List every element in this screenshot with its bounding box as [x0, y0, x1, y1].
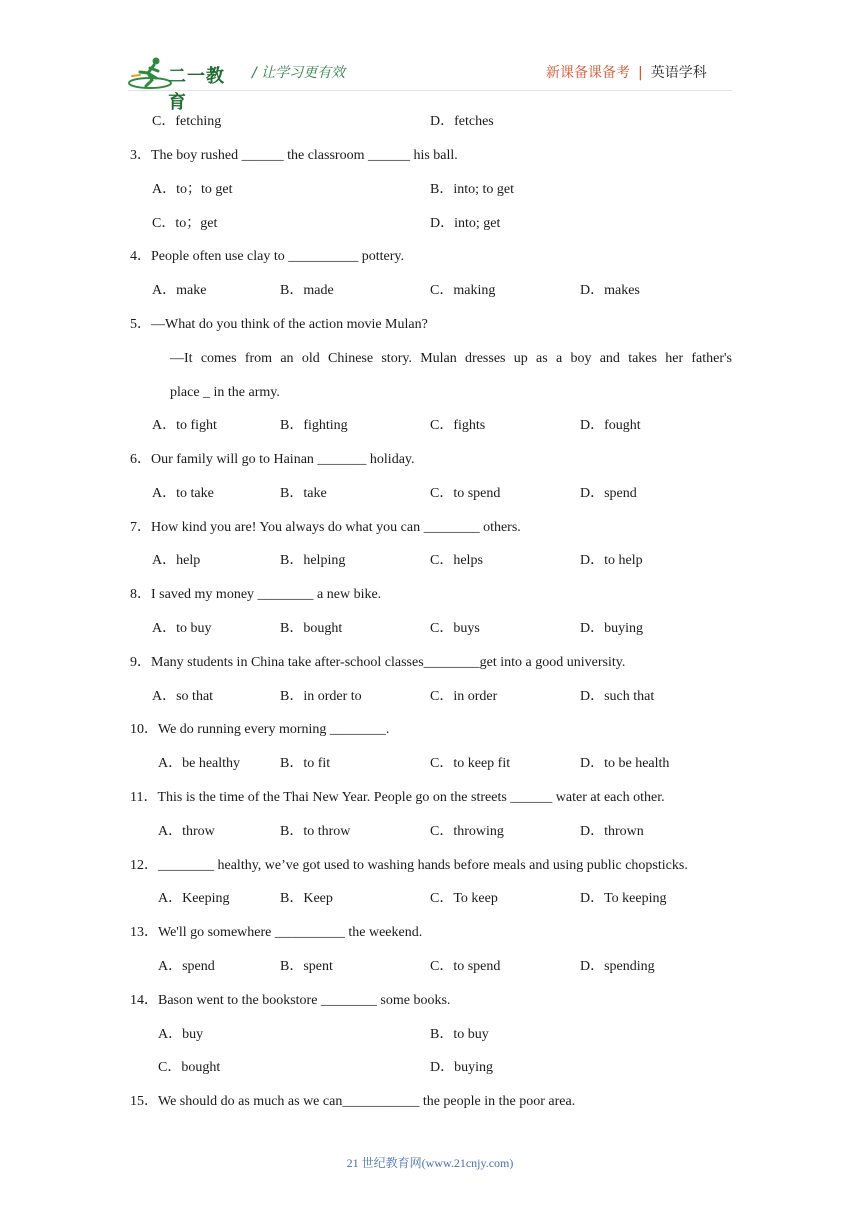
page-header — [0, 0, 860, 113]
option-b: B．Keep — [280, 891, 333, 906]
option-a: A．to fight — [152, 418, 217, 433]
option-a: A．spend — [158, 959, 215, 974]
option-d: D．fetches — [430, 114, 494, 129]
question-4: 4．People often use clay to __________ pottery. — [130, 249, 404, 264]
option-a: A．to take — [152, 486, 214, 501]
option-b: B．spent — [280, 959, 333, 974]
option-d: D．such that — [580, 689, 655, 704]
option-b: B．take — [280, 486, 327, 501]
option-c: C．fights — [430, 418, 486, 433]
option-d: D．to help — [580, 553, 643, 568]
question-6: 6．Our family will go to Hainan _______ holiday. — [130, 452, 415, 467]
option-b: B．into; to get — [430, 182, 514, 197]
option-a: A．buy — [158, 1027, 204, 1042]
header-divider — [128, 90, 732, 91]
option-a: A．to；to get — [152, 182, 233, 197]
option-d: D．thrown — [580, 824, 644, 839]
header-subject — [546, 62, 707, 82]
question-15: 15．We should do as much as we can___________ the people in the poor area. — [130, 1094, 576, 1109]
option-b: B．to fit — [280, 756, 331, 771]
question-5: 5．―What do you think of the action movie Mulan? — [130, 317, 428, 332]
option-c: C．to；get — [152, 216, 218, 231]
option-d: D．fought — [580, 418, 641, 433]
option-d: D．into; get — [430, 216, 501, 231]
runner-logo-icon — [128, 56, 172, 90]
option-b: B．made — [280, 283, 334, 298]
option-a: A．help — [152, 553, 201, 568]
option-d: D．To keeping — [580, 891, 667, 906]
page-footer[interactable]: 21 世纪教育网(www.21cnjy.com) — [346, 1156, 514, 1170]
option-c: C．to spend — [430, 959, 501, 974]
option-d: D．makes — [580, 283, 640, 298]
question-11: 11．This is the time of the Thai New Year. People go on the streets ______ water at each other. — [130, 790, 665, 805]
question-10: 10．We do running every morning ________. — [130, 722, 390, 737]
question-14: 14．Bason went to the bookstore ________ some books. — [130, 993, 451, 1008]
option-a: A．to buy — [152, 621, 212, 636]
option-d: D．buying — [430, 1060, 493, 1075]
option-d: D．spending — [580, 959, 655, 974]
question-5-reply-cont: place _ in the army. — [170, 385, 280, 400]
option-c: C．bought — [158, 1060, 221, 1075]
option-c: C．in order — [430, 689, 498, 704]
question-5-reply: ―It comes from an old Chinese story. Mulan dresses up as a boy and takes her father's — [170, 351, 732, 366]
option-c: C．to spend — [430, 486, 501, 501]
option-b: B．to throw — [280, 824, 351, 839]
header-course-label: 新课备课备考 — [546, 65, 630, 81]
option-c: C．fetching — [152, 114, 222, 129]
option-b: B．helping — [280, 553, 346, 568]
option-a: A．be healthy — [158, 756, 241, 771]
question-8: 8．I saved my money ________ a new bike. — [130, 587, 382, 602]
logo — [128, 56, 240, 113]
option-d: D．to be health — [580, 756, 670, 771]
option-c: C．to keep fit — [430, 756, 511, 771]
option-b: B．bought — [280, 621, 343, 636]
option-b: B．to buy — [430, 1027, 489, 1042]
question-3: 3．The boy rushed ______ the classroom ______ his ball. — [130, 148, 458, 163]
option-a: A．so that — [152, 689, 214, 704]
question-7: 7．How kind you are! You always do what you can ________ others. — [130, 520, 521, 535]
question-13: 13．We'll go somewhere __________ the weekend. — [130, 925, 423, 940]
option-c: C．helps — [430, 553, 483, 568]
option-a: A．Keeping — [158, 891, 230, 906]
option-b: B．in order to — [280, 689, 362, 704]
header-subject-label: 英语学科 — [650, 65, 707, 81]
option-d: D．buying — [580, 621, 643, 636]
option-c: C．throwing — [430, 824, 504, 839]
option-c: C．To keep — [430, 891, 498, 906]
option-a: A．throw — [158, 824, 215, 839]
option-d: D．spend — [580, 486, 637, 501]
header-separator: | — [638, 65, 643, 81]
question-9: 9．Many students in China take after-school classes________get into a good university. — [130, 655, 626, 670]
slogan: / 让学习更有效 — [252, 65, 346, 81]
option-c: C．buys — [430, 621, 480, 636]
question-12: 12．________ healthy, we’ve got used to washing hands before meals and using public chopsticks. — [130, 858, 688, 873]
option-c: C．making — [430, 283, 496, 298]
option-b: B．fighting — [280, 418, 348, 433]
logo-text: 二一教育 — [168, 66, 225, 113]
option-a: A．make — [152, 283, 207, 298]
